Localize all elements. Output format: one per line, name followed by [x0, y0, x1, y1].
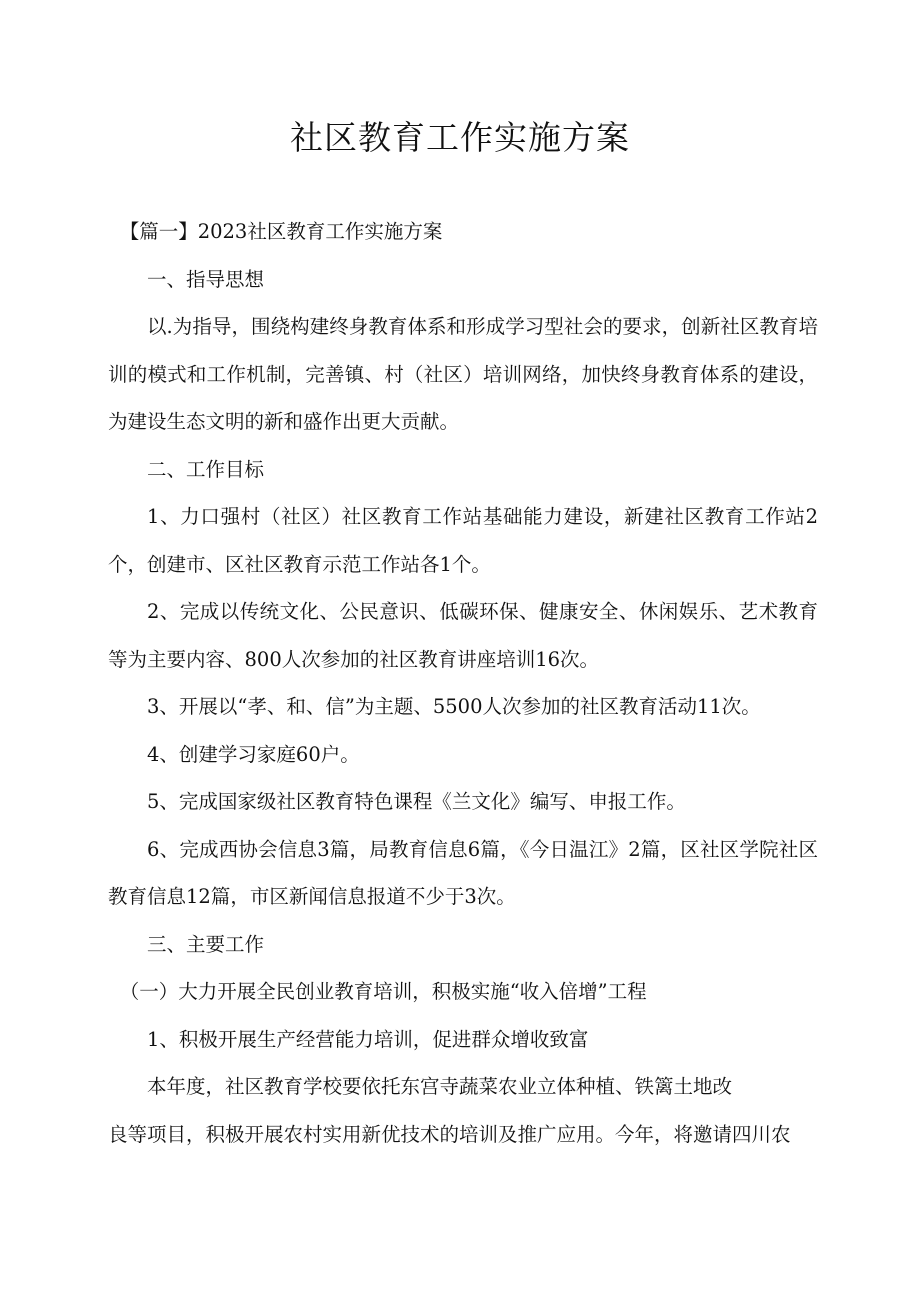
section-heading: 三、主要工作	[147, 932, 265, 956]
subsection-heading: （一）大力开展全民创业教育培训，积极实施“收入倍增”工程	[119, 980, 647, 1003]
paragraph: 3、开展以“孝、和、信”为主题、5500人次参加的社区教育活动11次。	[147, 695, 761, 718]
document-title: 社区教育工作实施方案	[290, 118, 630, 157]
section-heading: 二、工作目标	[147, 457, 265, 481]
paragraph: 以.为指导，围绕构建终身教育体系和形成学习型社会的要求，创新社区教育培训的模式和工作机制，完善镇、村（社区）培训网络，加快终身教育体系的建设，为建设生态文明的新和盛作出更大贡献。	[108, 315, 818, 433]
section-heading: 【篇一】2023社区教育工作实施方案	[119, 220, 443, 243]
document-body	[108, 208, 818, 1158]
paragraph: 4、创建学习家庭60户。	[147, 742, 360, 766]
paragraph: 5、完成国家级社区教育特色课程《兰文化》编写、申报工作。	[147, 790, 686, 813]
paragraph: 1、力口强村（社区）社区教育工作站基础能力建设，新建社区教育工作站2个，创建市、区社区教育示范工作站各1个。	[108, 505, 818, 576]
paragraph: 2、完成以传统文化、公民意识、低碳环保、健康安全、休闲娱乐、艺术教育等为主要内容、800人次参加的社区教育讲座培训16次。	[108, 600, 818, 671]
paragraph: 本年度，社区教育学校要依托东宫寺蔬菜农业立体种植、铁篱土地改	[147, 1075, 733, 1098]
section-heading: 一、指导思想	[147, 267, 265, 291]
paragraph: 良等项目，积极开展农村实用新优技术的培训及推广应用。今年，将邀请四川农	[108, 1122, 791, 1146]
paragraph: 6、完成西协会信息3篇，局教育信息6篇，《今日温江》2篇，区社区学院社区教育信息12篇，市区新闻信息报道不少于3次。	[108, 837, 818, 908]
paragraph: 1、积极开展生产经营能力培训，促进群众增收致富	[147, 1027, 589, 1051]
